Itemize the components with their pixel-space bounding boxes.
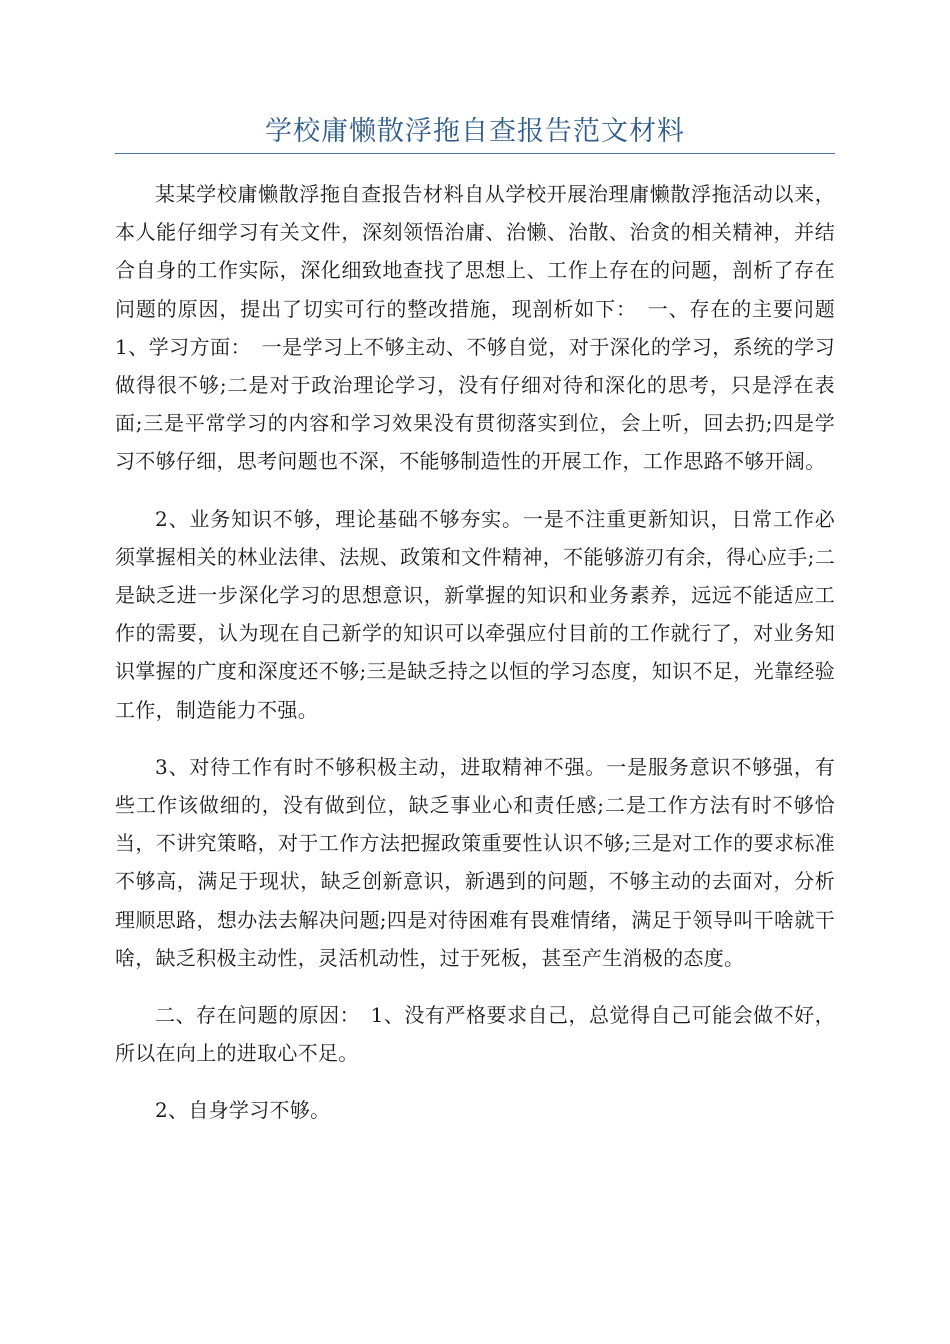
paragraph-intro: 某某学校庸懒散浮拖自查报告材料自从学校开展治理庸懒散浮拖活动以来，本人能仔细学习有关文件，深刻领悟治庸、治懒、治散、治贪的相关精神，并结合自身的工作实际，深化细致地查找了思想上、工作上存在的问题，剖析了存在问题的原因，提出了切实可行的整改措施，现剖析如下： 一、存在的主要问题 1、学习方面： 一是学习上不够主动、不够自觉，对于深化的学习，系统的学习做得很不够;二是对于政治理论学习，没有仔细对待和深化的思考，只是浮在表面;三是平常学习的内容和学习效果没有贯彻落实到位，会上听，回去扔;四是学习不够仔细，思考问题也不深，不能够制造性的开展工作，工作思路不够开阔。 <box>115 182 835 474</box>
paragraph-work-attitude: 3、对待工作有时不够积极主动，进取精神不强。一是服务意识不够强，有些工作该做细的，没有做到位，缺乏事业心和责任感;二是工作方法有时不够恰当，不讲究策略，对于工作方法把握政策重要性认识不够;三是对工作的要求标准不够高，满足于现状，缺乏创新意识，新遇到的问题，不够主动的去面对，分析理顺思路，想办法去解决问题;四是对待困难有畏难情绪，满足于领导叫干啥就干啥，缺乏积极主动性，灵活机动性，过于死板，甚至产生消极的态度。 <box>115 754 835 970</box>
document-body <box>115 175 835 1149</box>
paragraph-causes: 二、存在问题的原因： 1、没有严格要求自己，总觉得自己可能会做不好，所以在向上的进取心不足。 <box>115 1003 835 1066</box>
document-title: 学校庸懒散浮拖自查报告范文材料 <box>265 116 685 147</box>
paragraph-business-knowledge: 2、业务知识不够，理论基础不够夯实。一是不注重更新知识，日常工作必须掌握相关的林业法律、法规、政策和文件精神，不能够游刃有余，得心应手;二是缺乏进一步深化学习的思想意识，新掌握的知识和业务素养，远远不能适应工作的需要，认为现在自己新学的知识可以牵强应付目前的工作就行了，对业务知识掌握的广度和深度还不够;三是缺乏持之以恒的学习态度，知识不足，光靠经验工作，制造能力不强。 <box>115 506 835 722</box>
title-underline <box>115 153 835 154</box>
paragraph-self-study: 2、自身学习不够。 <box>155 1098 331 1123</box>
